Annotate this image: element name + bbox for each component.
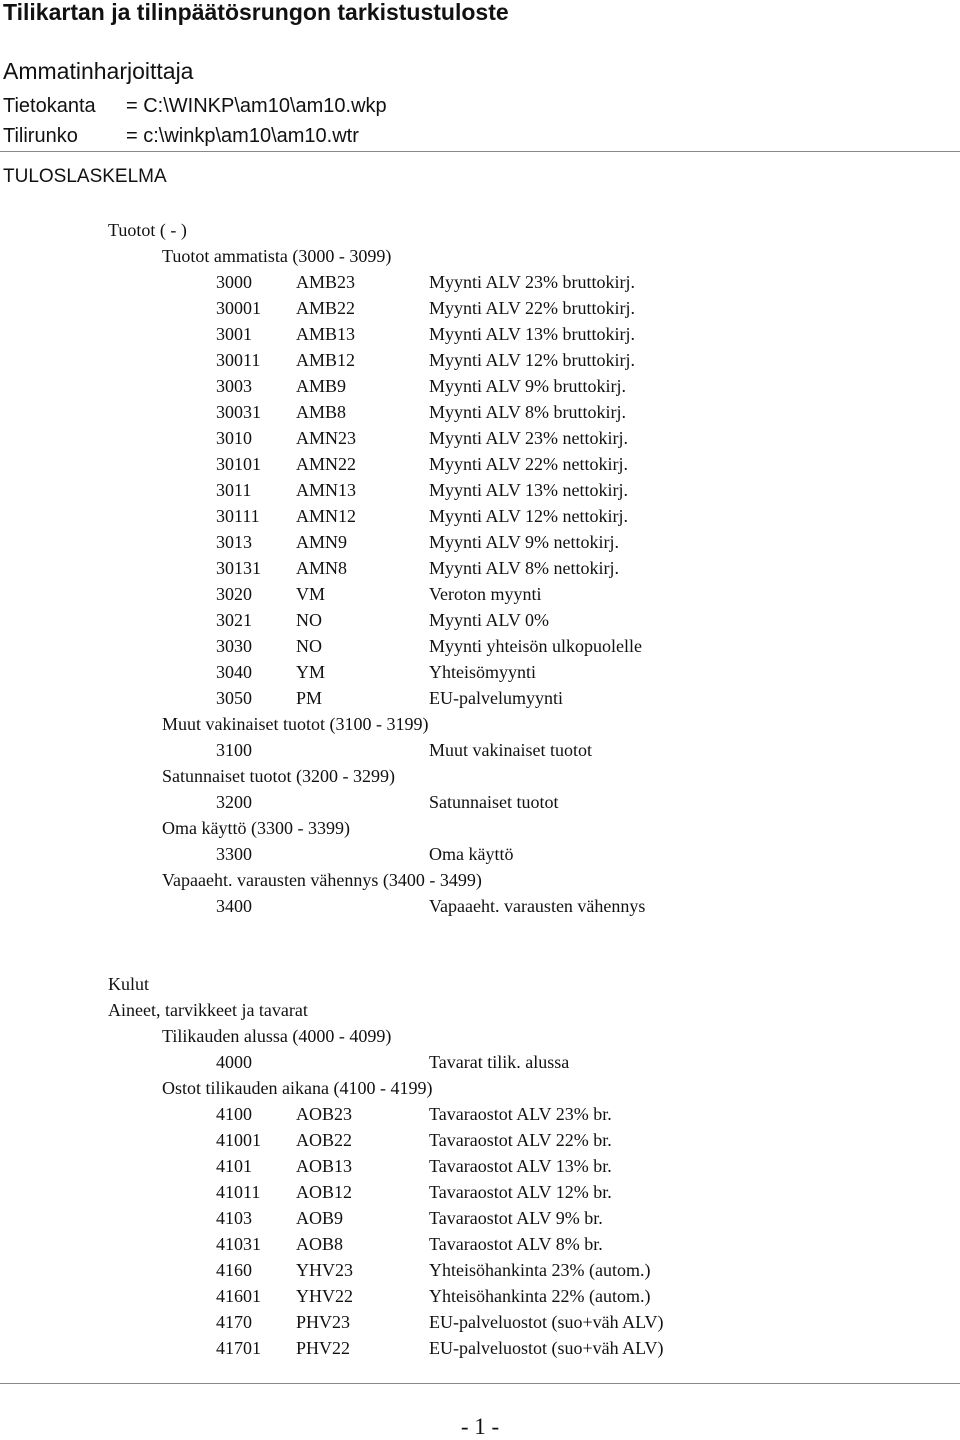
account-name: Myynti ALV 22% bruttokirj. [429, 298, 636, 318]
account-row [0, 1129, 960, 1151]
account-code: AMN13 [296, 480, 357, 500]
account-name: Myynti ALV 8% nettokirj. [429, 558, 620, 578]
account-number: 3010 [216, 428, 252, 448]
account-name: Satunnaiset tuotot [429, 792, 559, 812]
account-name: Vapaaeht. varausten vähennys [429, 896, 646, 916]
account-row [0, 1207, 960, 1229]
sales-subgroup-title: Tuotot ammatista (3000 - 3099) [162, 246, 392, 266]
own-use-subgroup-title: Oma käyttö (3300 - 3399) [162, 818, 350, 838]
chart-label: Tilirunko [3, 125, 78, 147]
account-row [0, 1051, 960, 1073]
purchases-subgroup-title: Ostot tilikauden aikana (4100 - 4199) [162, 1078, 433, 1098]
account-name: Yhteisömyynti [429, 662, 536, 682]
other-regular-subgroup-title: Muut vakinaiset tuotot (3100 - 3199) [162, 714, 429, 734]
account-code: PHV23 [296, 1312, 351, 1332]
account-name: Myynti ALV 23% bruttokirj. [429, 272, 636, 292]
account-code: AOB8 [296, 1234, 344, 1254]
account-name: Tavarat tilik. alussa [429, 1052, 570, 1072]
account-name: Tavaraostot ALV 12% br. [429, 1182, 612, 1202]
database-line [3, 95, 387, 118]
account-name: Myynti ALV 0% [429, 610, 550, 630]
account-number: 41031 [216, 1234, 261, 1254]
account-code: AMN12 [296, 506, 357, 526]
header-divider [0, 151, 960, 152]
account-row [0, 531, 960, 553]
occasional-subgroup-title: Satunnaiset tuotot (3200 - 3299) [162, 766, 395, 786]
account-code: AMB8 [296, 402, 347, 422]
account-number: 3400 [216, 896, 252, 916]
account-code: AOB13 [296, 1156, 353, 1176]
account-name: EU-palvelumyynti [429, 688, 563, 708]
account-number: 3001 [216, 324, 252, 344]
account-number: 3200 [216, 792, 252, 812]
account-name: Tavaraostot ALV 8% br. [429, 1234, 603, 1254]
account-number: 30131 [216, 558, 261, 578]
account-number: 41701 [216, 1338, 261, 1358]
account-row [0, 427, 960, 449]
account-row [0, 895, 960, 917]
account-name: EU-palveluostot (suo+väh ALV) [429, 1312, 664, 1332]
account-row [0, 1337, 960, 1359]
account-name: Myynti ALV 9% nettokirj. [429, 532, 620, 552]
account-row [0, 349, 960, 371]
account-name: EU-palveluostot (suo+väh ALV) [429, 1338, 664, 1358]
account-row [0, 297, 960, 319]
database-value: = C:\WINKP\am10\am10.wkp [126, 95, 387, 117]
account-code: AMN22 [296, 454, 357, 474]
account-row [0, 1259, 960, 1281]
account-code: AOB23 [296, 1104, 353, 1124]
account-name: Tavaraostot ALV 9% br. [429, 1208, 603, 1228]
account-code: AOB22 [296, 1130, 353, 1150]
account-name: Oma käyttö [429, 844, 514, 864]
page-number: - 1 - [460, 1414, 500, 1439]
account-name: Yhteisöhankinta 23% (autom.) [429, 1260, 651, 1280]
account-number: 4100 [216, 1104, 252, 1124]
account-number: 3300 [216, 844, 252, 864]
account-code: AOB12 [296, 1182, 353, 1202]
account-code: AMB9 [296, 376, 347, 396]
account-row [0, 557, 960, 579]
account-row [0, 843, 960, 865]
account-number: 41011 [216, 1182, 261, 1202]
account-row [0, 453, 960, 475]
account-row [0, 1181, 960, 1203]
account-name: Muut vakinaiset tuotot [429, 740, 592, 760]
account-number: 3021 [216, 610, 252, 630]
account-name: Myynti ALV 23% nettokirj. [429, 428, 629, 448]
database-label: Tietokanta [3, 95, 96, 117]
account-row [0, 375, 960, 397]
account-number: 30011 [216, 350, 261, 370]
account-number: 3040 [216, 662, 252, 682]
account-number: 41001 [216, 1130, 261, 1150]
account-code: AOB9 [296, 1208, 344, 1228]
account-number: 4101 [216, 1156, 252, 1176]
income-group-title: Tuotot ( - ) [108, 220, 187, 240]
account-row [0, 479, 960, 501]
footer-divider [0, 1383, 960, 1384]
account-row [0, 323, 960, 345]
account-code: NO [296, 636, 322, 656]
account-name: Tavaraostot ALV 23% br. [429, 1104, 612, 1124]
account-row [0, 661, 960, 683]
section-title: TULOSLASKELMA [3, 166, 167, 187]
account-name: Tavaraostot ALV 13% br. [429, 1156, 612, 1176]
account-code: YHV22 [296, 1286, 353, 1306]
account-code: NO [296, 610, 322, 630]
materials-title: Aineet, tarvikkeet ja tavarat [108, 1000, 308, 1020]
account-row [0, 1311, 960, 1333]
account-name: Myynti ALV 13% nettokirj. [429, 480, 629, 500]
account-row [0, 1155, 960, 1177]
account-name: Yhteisöhankinta 22% (autom.) [429, 1286, 651, 1306]
account-row [0, 1103, 960, 1125]
account-number: 4160 [216, 1260, 252, 1280]
account-row [0, 739, 960, 761]
account-code: VM [296, 584, 326, 604]
chart-line [3, 125, 359, 148]
opening-subgroup-title: Tilikauden alussa (4000 - 4099) [162, 1026, 392, 1046]
account-row [0, 505, 960, 527]
account-number: 30001 [216, 298, 261, 318]
account-row [0, 791, 960, 813]
account-number: 41601 [216, 1286, 261, 1306]
account-row [0, 271, 960, 293]
account-name: Myynti yhteisön ulkopuolelle [429, 636, 642, 656]
account-number: 4170 [216, 1312, 252, 1332]
page-title: Tilikartan ja tilinpäätösrungon tarkistustuloste [3, 0, 509, 25]
account-number: 30031 [216, 402, 261, 422]
account-number: 3013 [216, 532, 252, 552]
account-row [0, 1233, 960, 1255]
reserve-decrease-subgroup-title: Vapaaeht. varausten vähennys (3400 - 3499) [162, 870, 482, 890]
account-name: Myynti ALV 22% nettokirj. [429, 454, 629, 474]
account-name: Myynti ALV 9% bruttokirj. [429, 376, 627, 396]
account-number: 4000 [216, 1052, 252, 1072]
account-row [0, 401, 960, 423]
expenses-group-title: Kulut [108, 974, 150, 994]
account-row [0, 583, 960, 605]
account-number: 3030 [216, 636, 252, 656]
account-name: Myynti ALV 13% bruttokirj. [429, 324, 636, 344]
account-number: 3020 [216, 584, 252, 604]
account-row [0, 687, 960, 709]
account-name: Myynti ALV 12% nettokirj. [429, 506, 629, 526]
account-number: 3100 [216, 740, 252, 760]
account-code: AMB12 [296, 350, 356, 370]
page-subtitle: Ammatinharjoittaja [3, 58, 194, 84]
account-name: Veroton myynti [429, 584, 542, 604]
account-number: 4103 [216, 1208, 252, 1228]
account-name: Myynti ALV 8% bruttokirj. [429, 402, 627, 422]
account-number: 3050 [216, 688, 252, 708]
account-number: 3003 [216, 376, 252, 396]
account-name: Myynti ALV 12% bruttokirj. [429, 350, 636, 370]
account-code: PHV22 [296, 1338, 351, 1358]
account-code: AMB23 [296, 272, 356, 292]
account-number: 3011 [216, 480, 252, 500]
account-name: Tavaraostot ALV 22% br. [429, 1130, 612, 1150]
account-code: PM [296, 688, 323, 708]
account-row [0, 609, 960, 631]
account-number: 3000 [216, 272, 252, 292]
account-row [0, 635, 960, 657]
account-code: AMB13 [296, 324, 356, 344]
account-code: YHV23 [296, 1260, 353, 1280]
account-code: AMN23 [296, 428, 357, 448]
account-code: AMN8 [296, 558, 348, 578]
account-code: AMN9 [296, 532, 348, 552]
account-code: YM [296, 662, 326, 682]
account-code: AMB22 [296, 298, 356, 318]
account-number: 30101 [216, 454, 261, 474]
account-row [0, 1285, 960, 1307]
account-number: 30111 [216, 506, 260, 526]
chart-value: = c:\winkp\am10\am10.wtr [126, 125, 359, 147]
